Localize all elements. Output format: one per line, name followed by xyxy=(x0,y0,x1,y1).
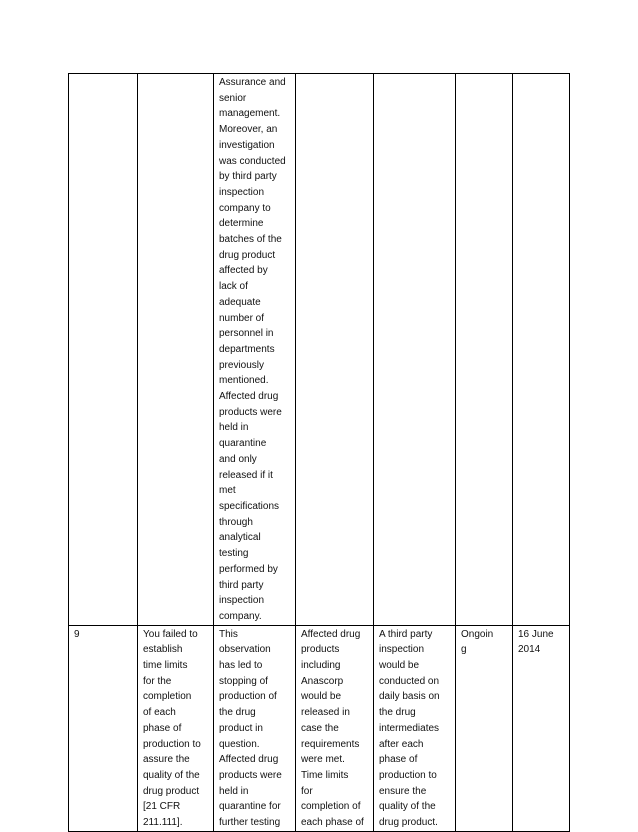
cell-text-line: establish xyxy=(143,644,183,656)
cell-text-line: products were xyxy=(219,406,282,418)
cell-text-line: performed by xyxy=(219,563,278,575)
cell-text-line: Moreover, an xyxy=(219,124,278,136)
cell-text-line: including xyxy=(301,660,341,672)
cell-text-line: 211.111]. xyxy=(143,817,183,829)
table-cell xyxy=(456,74,513,626)
cell-text-line: inspection xyxy=(219,186,265,198)
cell-text-line: quarantine for xyxy=(219,801,281,813)
cell-text-line: 16 June xyxy=(518,628,554,640)
cell-text-line: inspection xyxy=(379,644,425,656)
table-cell xyxy=(374,74,456,626)
cell-text-line: drug product. xyxy=(379,817,438,829)
table-cell xyxy=(214,74,296,626)
table-cell xyxy=(69,74,138,626)
table-cell xyxy=(138,74,214,626)
cell-text-line: specifications xyxy=(219,500,280,512)
cell-text-line: analytical xyxy=(219,532,261,544)
cell-text-line: for xyxy=(301,785,313,797)
cell-text-line: completion of xyxy=(301,801,361,813)
table-row xyxy=(69,74,570,626)
cell-text-line: stopping of xyxy=(219,675,268,687)
cell-text-line: conducted on xyxy=(379,675,440,687)
cell-text-line: requirements xyxy=(301,738,360,750)
cell-text-line: third party xyxy=(219,579,264,591)
cell-text-line: quarantine xyxy=(219,438,267,450)
cell-text-line: by third party xyxy=(219,171,277,183)
cell-text-line: 2014 xyxy=(518,644,541,656)
cell-text-line: Time limits xyxy=(301,769,349,781)
cell-text-line: production to xyxy=(379,769,437,781)
cell-text-line: completion xyxy=(143,691,192,703)
cell-text-line: phase of xyxy=(379,754,418,766)
cell-text-line: assure the xyxy=(143,754,190,766)
cell-text-line: You failed to xyxy=(143,628,198,640)
cell-text-line: Ongoin xyxy=(461,628,494,640)
cell-text-line: departments xyxy=(219,343,275,355)
cell-text-line: Affected drug xyxy=(219,754,279,766)
cell-text-line: products were xyxy=(219,769,282,781)
table-cell xyxy=(513,74,570,626)
cell-text-line: drug product xyxy=(143,785,200,797)
cell-text-line: held in xyxy=(219,785,249,797)
cell-text-line: company. xyxy=(219,610,262,622)
cell-text-line: each phase of xyxy=(301,817,364,829)
status-cell xyxy=(456,625,513,831)
cell-text-line: adequate xyxy=(219,296,261,308)
cell-text-line: company to xyxy=(219,202,271,214)
cell-text-line: inspection xyxy=(219,595,265,607)
cell-text-line: for the xyxy=(143,675,172,687)
cell-text-line: products xyxy=(301,644,340,656)
cell-text-line: This xyxy=(219,628,238,640)
cell-text-line: Assurance and xyxy=(219,77,286,88)
cell-text-line: determine xyxy=(219,218,264,230)
preventive-action-cell xyxy=(374,625,456,831)
cell-text-line: production to xyxy=(143,738,201,750)
cell-text-line: g xyxy=(461,644,467,656)
cell-text-line: Affected drug xyxy=(219,391,279,403)
table-row xyxy=(69,625,570,831)
cell-text-line: was conducted xyxy=(219,155,286,167)
cell-text-line: ensure the xyxy=(379,785,427,797)
cell-text-line: released in xyxy=(301,707,350,719)
cell-text-line: lack of xyxy=(219,281,248,293)
cell-text-line: through xyxy=(219,516,253,528)
cell-text-line: investigation xyxy=(219,139,275,151)
cell-text-line: daily basis on xyxy=(379,691,440,703)
cell-text-line: testing xyxy=(219,548,249,560)
capa-table xyxy=(68,73,570,832)
cell-text-line: further testing xyxy=(219,817,281,829)
cell-text-line: and only xyxy=(219,453,257,465)
cell-text-line: Anascorp xyxy=(301,675,344,687)
cell-text-line: after each xyxy=(379,738,424,750)
cell-text-line: met xyxy=(219,485,236,497)
cell-text-line: [21 CFR xyxy=(143,801,181,813)
cell-text-line: time limits xyxy=(143,660,188,672)
cell-text-line: mentioned. xyxy=(219,375,269,387)
cell-text-line: number of xyxy=(219,312,265,324)
cell-text-line: batches of the xyxy=(219,234,282,246)
cell-text-line: question. xyxy=(219,738,260,750)
cell-text-line: affected by xyxy=(219,265,268,277)
cell-text-line: previously xyxy=(219,359,265,371)
row-number-cell: 9 xyxy=(69,625,138,831)
cell-text-line: observation xyxy=(219,644,271,656)
cell-text-line: would be xyxy=(379,660,420,672)
cell-text-line: personnel in xyxy=(219,328,274,340)
corrective-action-cell xyxy=(296,625,374,831)
table-cell xyxy=(296,74,374,626)
cell-text-line: A third party xyxy=(379,628,433,640)
cell-text-line: quality of the xyxy=(143,769,200,781)
cell-text-line: would be xyxy=(301,691,342,703)
cell-text-line: production of xyxy=(219,691,277,703)
cell-text-line: the drug xyxy=(379,707,416,719)
cell-text-line: were met. xyxy=(301,754,345,766)
cell-text-line: released if it xyxy=(219,469,273,481)
cell-text-line: of each xyxy=(143,707,176,719)
observation-cell xyxy=(138,625,214,831)
cell-text-line: held in xyxy=(219,422,249,434)
cell-text-line: the drug xyxy=(219,707,256,719)
date-cell xyxy=(513,625,570,831)
cell-text-line: intermediates xyxy=(379,722,440,734)
cell-text-line: has led to xyxy=(219,660,263,672)
cell-text-line: phase of xyxy=(143,722,182,734)
cell-text-line: management. xyxy=(219,108,281,120)
cell-text-line: quality of the xyxy=(379,801,436,813)
root-cause-cell xyxy=(214,625,296,831)
cell-text-line: Affected drug xyxy=(301,628,361,640)
cell-text-line: case the xyxy=(301,722,339,734)
cell-text-line: product in xyxy=(219,722,263,734)
cell-text-line: senior xyxy=(219,92,247,104)
cell-text-line: drug product xyxy=(219,249,276,261)
